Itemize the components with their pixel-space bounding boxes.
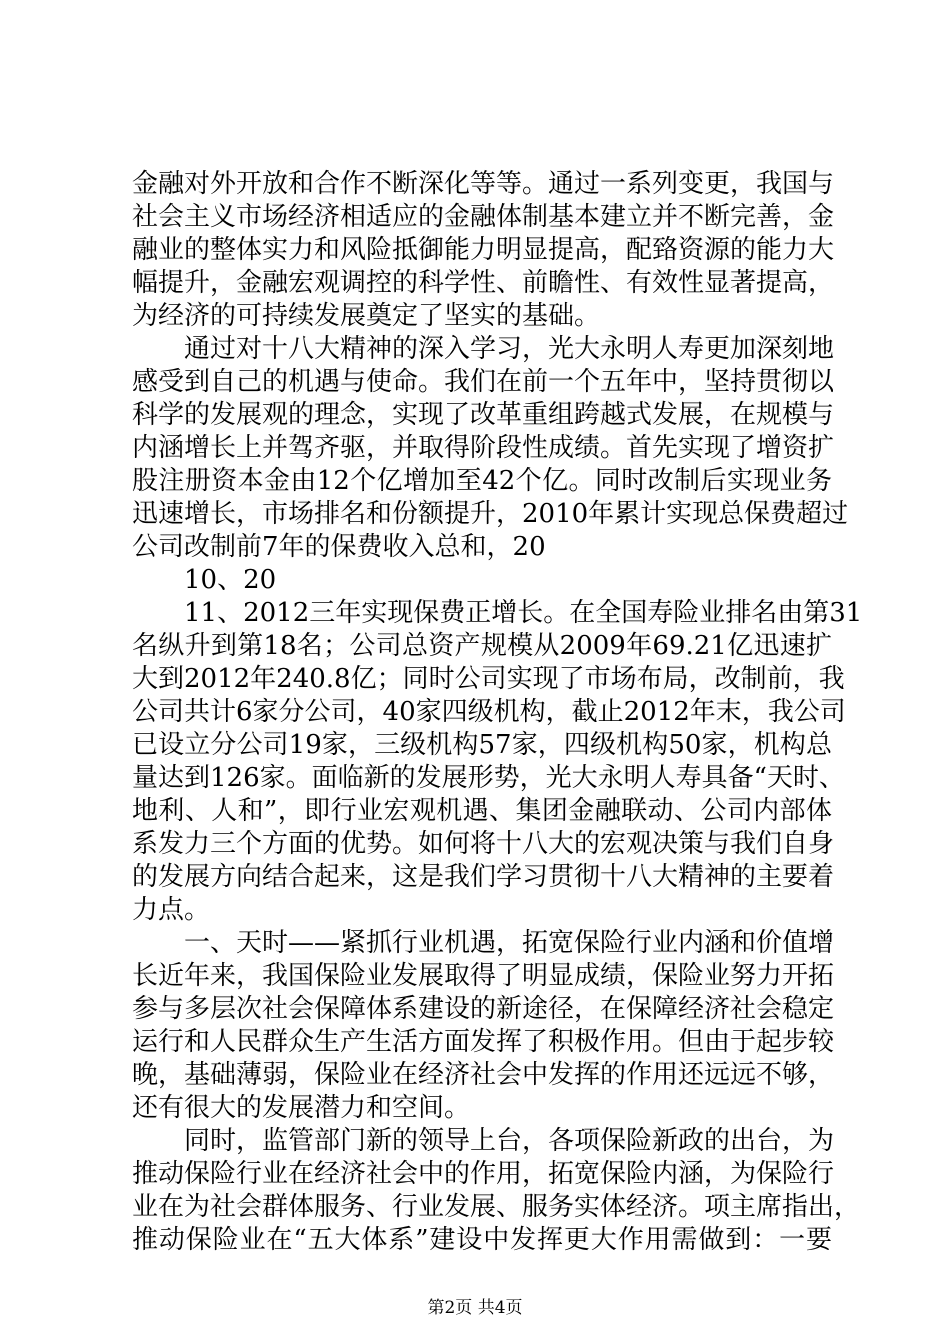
text-line: 一、天时——紧抓行业机遇，拓宽保险行业内涵和价值增 (184, 928, 835, 958)
document-body (132, 168, 863, 1257)
text-line: 同时，监管部门新的领导上台，各项保险新政的出台，为 (184, 1126, 835, 1156)
text-line: 为经济的可持续发展奠定了坚实的基础。 (132, 301, 601, 331)
text-line: 内涵增长上并驾齐驱，并取得阶段性成绩。首先实现了增资扩 (132, 433, 835, 463)
text-line: 晚，基础薄弱，保险业在经济社会中发挥的作用还远远不够， (132, 1060, 835, 1090)
text-line: 公司改制前7年的保费收入总和，20 (132, 532, 546, 562)
text-line: 大到2012年240.8亿；同时公司实现了市场布局，改制前，我 (132, 664, 845, 694)
text-line: 10、20 (184, 565, 277, 595)
text-line: 感受到自己的机遇与使命。我们在前一个五年中，坚持贯彻以 (132, 367, 835, 397)
text-line: 科学的发展观的理念，实现了改革重组跨越式发展，在规模与 (132, 400, 835, 430)
text-line: 系发力三个方面的优势。如何将十八大的宏观决策与我们自身 (132, 829, 835, 859)
text-line: 通过对十八大精神的深入学习，光大永明人寿更加深刻地 (184, 334, 835, 364)
text-line: 力点。 (132, 895, 211, 925)
text-line: 融业的整体实力和风险抵御能力明显提高，配臵资源的能力大 (132, 235, 835, 265)
text-line: 地利、人和”，即行业宏观机遇、集团金融联动、公司内部体 (132, 796, 832, 826)
text-line: 运行和人民群众生产生活方面发挥了积极作用。但由于起步较 (132, 1027, 835, 1057)
text-line: 社会主义市场经济相适应的金融体制基本建立并不断完善，金 (132, 202, 835, 232)
text-line: 股注册资本金由12个亿增加至42个亿。同时改制后实现业务 (132, 466, 832, 496)
text-line: 迅速增长，市场排名和份额提升，2010年累计实现总保费超过 (132, 499, 849, 529)
text-line: 长近年来，我国保险业发展取得了明显成绩，保险业努力开拓 (132, 961, 835, 991)
text-line: 11、2012三年实现保费正增长。在全国寿险业排名由第31 (184, 598, 863, 628)
text-line: 业在为社会群体服务、行业发展、服务实体经济。项主席指出， (132, 1192, 861, 1222)
text-line: 还有很大的发展潜力和空间。 (132, 1093, 471, 1123)
page-footer (0, 1298, 950, 1318)
text-line: 参与多层次社会保障体系建设的新途径，在保障经济社会稳定 (132, 994, 835, 1024)
text-line: 推动保险行业在经济社会中的作用，拓宽保险内涵，为保险行 (132, 1159, 835, 1189)
page-number: 第2页 共4页 (427, 1298, 523, 1318)
text-line: 公司共计6家分公司，40家四级机构，截止2012年末，我公司 (132, 697, 846, 727)
text-line: 金融对外开放和合作不断深化等等。通过一系列变更，我国与 (132, 169, 835, 199)
text-line: 幅提升，金融宏观调控的科学性、前瞻性、有效性显著提高， (132, 268, 835, 298)
text-line: 已设立分公司19家，三级机构57家，四级机构50家，机构总 (132, 730, 832, 760)
text-line: 的发展方向结合起来，这是我们学习贯彻十八大精神的主要着 (132, 862, 835, 892)
text-line: 名纵升到第18名；公司总资产规模从2009年69.21亿迅速扩 (132, 631, 832, 661)
text-line: 量达到126家。面临新的发展形势，光大永明人寿具备“天时、 (132, 763, 845, 793)
text-line: 推动保险业在“五大体系”建设中发挥更大作用需做到：一要 (132, 1225, 832, 1255)
